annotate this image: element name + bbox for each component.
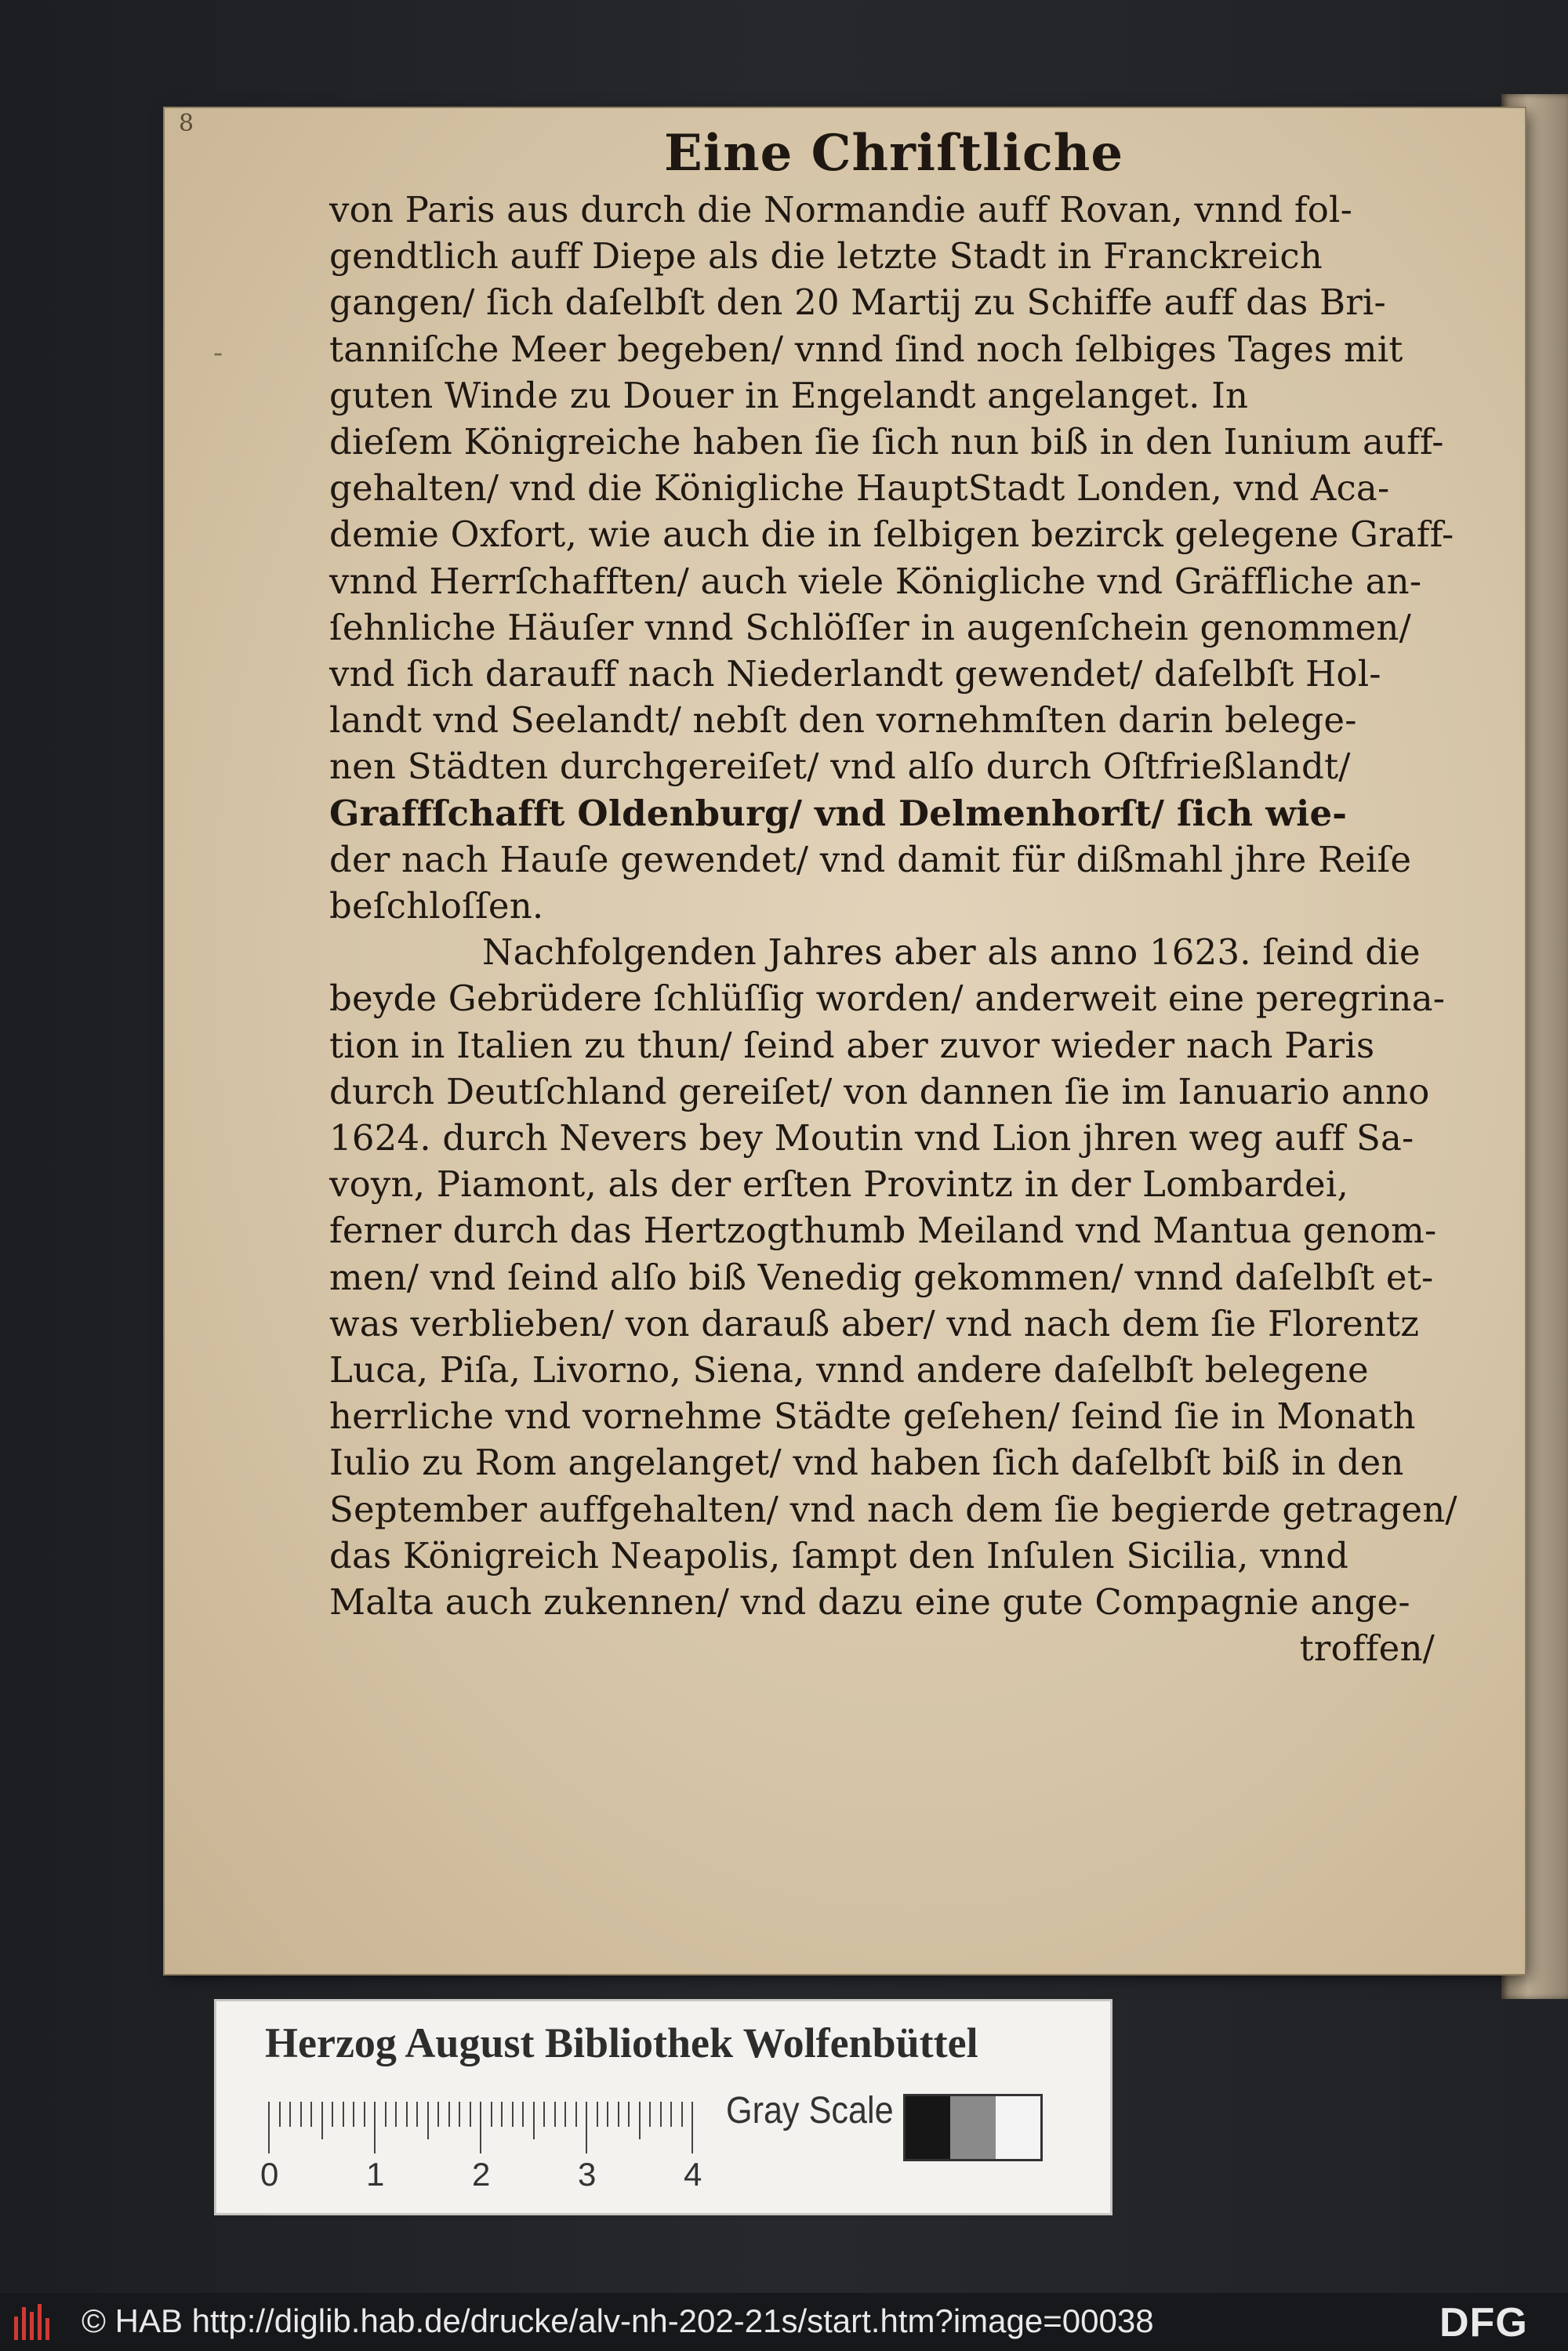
- text-lines: [329, 187, 1458, 1625]
- ruler-tick: [597, 2102, 598, 2127]
- ruler-number: 2: [472, 2156, 491, 2193]
- ruler-tick: [332, 2102, 333, 2127]
- ruler-tick: [289, 2102, 291, 2127]
- text-line: landt vnd Seelandt/ nebſt den vornehmſten darin belege-: [329, 699, 1357, 742]
- text-line: Nachfolgenden Jahres aber als anno 1623. ſeind die: [482, 931, 1421, 974]
- ruler-tick: [427, 2102, 429, 2139]
- scale-ruler: [268, 2102, 699, 2153]
- ruler-number: 3: [578, 2156, 597, 2193]
- text-line: Malta auch zukennen/ vnd dazu eine gute Compagnie ange-: [329, 1581, 1410, 1624]
- footer-bar: [0, 2293, 1568, 2351]
- text-line: Luca, Piſa, Livorno, Siena, vnnd andere daſelbſt belegene: [329, 1349, 1369, 1391]
- text-line: tion in Italien zu thun/ ſeind aber zuvor wieder nach Paris: [329, 1024, 1375, 1066]
- ruler-number: 4: [684, 2156, 702, 2193]
- text-line: dieſem Königreiche haben ſie ſich nun biß in den Iunium auff-: [329, 421, 1444, 463]
- text-line: gangen/ ſich daſelbſt den 20 Martij zu Schiffe auff das Bri-: [329, 281, 1386, 324]
- ruler-tick: [437, 2102, 439, 2127]
- color-target-card: [214, 1999, 1112, 2215]
- ruler-tick: [406, 2102, 408, 2127]
- text-line: ferner durch das Hertzogthumb Meiland vnd Mantua genom-: [329, 1210, 1437, 1252]
- ruler-tick: [501, 2102, 503, 2127]
- text-line: der nach Hauſe gewendet/ vnd damit für dißmahl jhre Reiſe: [329, 838, 1412, 880]
- ruler-tick: [512, 2102, 514, 2127]
- ruler-tick: [268, 2102, 270, 2153]
- text-line: tanniſche Meer begeben/ vnnd ſind noch ſelbiges Tages mit: [329, 328, 1403, 370]
- ruler-tick: [300, 2102, 302, 2127]
- text-line: guten Winde zu Douer in Engelandt angelanget. In: [329, 374, 1249, 416]
- ruler-tick: [395, 2102, 397, 2127]
- ruler-tick: [522, 2102, 524, 2127]
- text-line: September auffgehalten/ vnd nach dem ſie begierde getragen/: [329, 1488, 1457, 1530]
- ruler-tick: [649, 2102, 651, 2127]
- ruler-tick: [543, 2102, 545, 2127]
- ruler-tick: [618, 2102, 619, 2127]
- ruler-tick: [459, 2102, 460, 2127]
- text-line: gehalten/ vnd die Königliche HauptStadt Londen, vnd Aca-: [329, 467, 1390, 510]
- ruler-tick: [575, 2102, 577, 2127]
- text-line: beſchloſſen.: [329, 885, 544, 927]
- ruler-tick: [385, 2102, 387, 2127]
- running-head: Eine Chriſtliche: [663, 124, 1124, 183]
- text-line: ſehnliche Häuſer vnnd Schlöſſer in augenſchein genommen/: [329, 606, 1411, 648]
- ruler-tick: [639, 2102, 641, 2139]
- footer-url-link[interactable]: © HAB http://diglib.hab.de/drucke/alv-nh-202-21s/start.htm?image=00038: [82, 2302, 1154, 2339]
- ruler-tick: [586, 2102, 587, 2153]
- hab-logo-icon: [14, 2304, 63, 2340]
- ruler-number: 1: [366, 2156, 385, 2193]
- text-line: durch Deutſchland gereiſet/ von dannen ſie im Ianuario anno: [329, 1070, 1430, 1112]
- dfg-logo: DFG: [1439, 2300, 1528, 2346]
- ruler-tick: [681, 2102, 683, 2127]
- text-line: nen Städten durchgereiſet/ vnd alſo durch Oſtfrießlandt/: [329, 746, 1351, 788]
- text-line: beyde Gebrüdere ſchlüſſig worden/ anderweit eine peregrina-: [329, 978, 1446, 1020]
- ruler-tick: [321, 2102, 323, 2139]
- text-line: Graffſchafft Oldenburg/ vnd Delmenhorſt/ ſich wie-: [329, 792, 1348, 834]
- ruler-tick: [670, 2102, 672, 2127]
- ruler-tick: [480, 2102, 481, 2153]
- target-title: Herzog August Bibliothek Wolfenbüttel: [265, 2019, 978, 2066]
- text-line: demie Oxfort, wie auch die in ſelbigen bezirck gelegene Graff-: [329, 513, 1454, 556]
- text-line: voyn, Piamont, als der erſten Provintz in der Lombardei,: [329, 1163, 1348, 1206]
- ruler-tick: [416, 2102, 418, 2127]
- text-line: das Königreich Neapolis, ſampt den Inſulen Sicilia, vnnd: [329, 1534, 1349, 1576]
- ruler-tick: [691, 2102, 693, 2153]
- gray-patch: [996, 2096, 1040, 2159]
- ruler-tick: [310, 2102, 312, 2127]
- ruler-tick: [470, 2102, 471, 2127]
- ruler-tick: [374, 2102, 376, 2153]
- ruler-tick: [628, 2102, 630, 2127]
- ruler-tick: [564, 2102, 566, 2127]
- page-text-block: [329, 125, 1458, 1672]
- text-line: vnnd Herrſchafften/ auch viele Königliche vnd Gräffliche an-: [329, 560, 1422, 602]
- ruler-tick: [660, 2102, 662, 2127]
- ruler-number: 0: [260, 2156, 279, 2193]
- text-line: vnd ſich darauff nach Niederlandt gewendet/ daſelbſt Hol-: [329, 653, 1381, 695]
- gray-patch: [950, 2096, 995, 2159]
- gray-scale-label: Gray Scale: [726, 2090, 894, 2132]
- text-line: was verblieben/ von darauß aber/ vnd nach dem ſie Florentz: [329, 1302, 1420, 1344]
- text-line: 1624. durch Nevers bey Moutin vnd Lion jhren weg auff Sa-: [329, 1117, 1414, 1159]
- ruler-tick: [353, 2102, 354, 2127]
- ruler-tick: [491, 2102, 492, 2127]
- gray-scale-patches: [903, 2094, 1043, 2161]
- ruler-tick: [607, 2102, 608, 2127]
- text-line: gendtlich auff Diepe als die letzte Stadt in Franckreich: [329, 235, 1323, 278]
- catchword: troffen/: [1299, 1627, 1435, 1670]
- text-line: von Paris aus durch die Normandie auff Rovan, vnnd fol-: [329, 189, 1352, 230]
- ruler-tick: [279, 2102, 281, 2127]
- text-line: men/ vnd ſeind alſo biß Venedig gekommen/ vnnd daſelbſt et-: [329, 1256, 1434, 1298]
- ruler-tick: [343, 2102, 344, 2127]
- ruler-tick: [364, 2102, 365, 2127]
- gray-patch: [906, 2096, 950, 2159]
- margin-mark: -: [213, 337, 223, 369]
- ruler-tick: [448, 2102, 450, 2127]
- text-line: herrliche vnd vornehme Städte geſehen/ ſeind ſie in Monath: [329, 1395, 1416, 1438]
- page-number: 8: [179, 110, 194, 137]
- ruler-tick: [533, 2102, 535, 2139]
- ruler-tick: [554, 2102, 556, 2127]
- text-line: Iulio zu Rom angelanget/ vnd haben ſich daſelbſt biß in den: [329, 1442, 1404, 1484]
